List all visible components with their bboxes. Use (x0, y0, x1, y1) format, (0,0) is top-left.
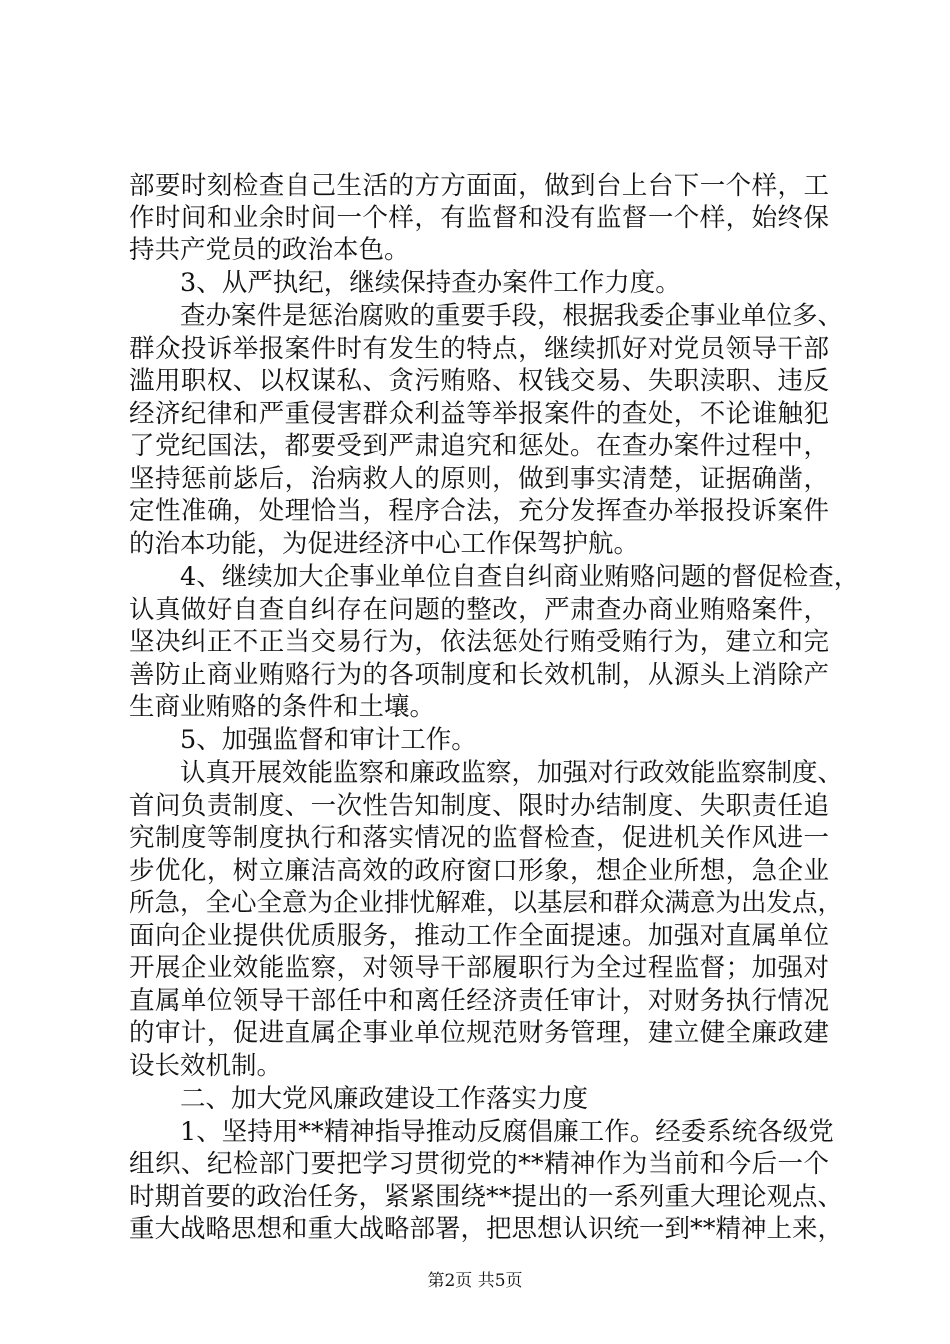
text-line: 直属单位领导干部任中和离任经济责任审计，对财务执行情况 (129, 986, 829, 1016)
text-line: 开展企业效能监察，对领导干部履职行为全过程监督；加强对 (129, 953, 829, 983)
text-line: 定性准确，处理恰当，程序合法，充分发挥查办举报投诉案件 (129, 496, 829, 526)
text-line: 3、从严执纪，继续保持查办案件工作力度。 (129, 268, 681, 298)
text-line: 时期首要的政治任务，紧紧围绕**提出的一系列重大理论观点、 (129, 1182, 844, 1212)
text-line: 5、加强监督和审计工作。 (129, 725, 477, 755)
text-line: 群众投诉举报案件时有发生的特点，继续抓好对党员领导干部 (129, 334, 829, 364)
text-line: 认真开展效能监察和廉政监察，加强对行政效能监察制度、 (129, 758, 844, 788)
text-line: 生商业贿赂的条件和土壤。 (129, 692, 436, 722)
text-line: 作时间和业余时间一个样，有监督和没有监督一个样，始终保 (129, 203, 829, 233)
text-line: 坚决纠正不正当交易行为，依法惩处行贿受贿行为，建立和完 (129, 627, 829, 657)
text-line: 究制度等制度执行和落实情况的监督检查，促进机关作风进一 (129, 823, 829, 853)
text-line: 了党纪国法，都要受到严肃追究和惩处。在查办案件过程中， (129, 431, 829, 461)
text-line: 所急，全心全意为企业排忧解难，以基层和群众满意为出发点， (129, 888, 844, 918)
text-line: 组织、纪检部门要把学习贯彻党的**精神作为当前和今后一个 (129, 1149, 829, 1179)
text-line: 4、继续加大企事业单位自查自纠商业贿赂问题的督促检查， (129, 562, 860, 592)
text-line: 重大战略思想和重大战略部署，把思想认识统一到**精神上来， (129, 1214, 844, 1244)
text-line: 滥用职权、以权谋私、贪污贿赂、权钱交易、失职渎职、违反 (129, 366, 829, 396)
text-line: 1、坚持用**精神指导推动反腐倡廉工作。经委系统各级党 (129, 1117, 834, 1147)
text-line: 善防止商业贿赂行为的各项制度和长效机制，从源头上消除产 (129, 660, 829, 690)
text-line: 二、加大党风廉政建设工作落实力度 (129, 1084, 589, 1114)
text-line: 经济纪律和严重侵害群众利益等举报案件的查处，不论谁触犯 (129, 399, 829, 429)
text-line: 的治本功能，为促进经济中心工作保驾护航。 (129, 529, 640, 559)
text-line: 持共产党员的政治本色。 (129, 235, 410, 265)
text-line: 的审计，促进直属企事业单位规范财务管理，建立健全廉政建 (129, 1018, 829, 1048)
text-line: 部要时刻检查自己生活的方方面面，做到台上台下一个样，工 (129, 171, 829, 201)
text-line: 设长效机制。 (129, 1051, 283, 1081)
text-line: 面向企业提供优质服务，推动工作全面提速。加强对直属单位 (129, 921, 829, 951)
page-footer: 第2页 共5页 (427, 1271, 523, 1291)
text-line: 坚持惩前毖后，治病救人的原则，做到事实清楚，证据确凿， (129, 464, 829, 494)
text-line: 查办案件是惩治腐败的重要手段，根据我委企事业单位多、 (129, 301, 844, 331)
text-line: 认真做好自查自纠存在问题的整改，严肃查办商业贿赂案件， (129, 595, 829, 625)
text-line: 首问负责制度、一次性告知制度、限时办结制度、失职责任追 (129, 791, 829, 821)
text-line: 步优化，树立廉洁高效的政府窗口形象，想企业所想，急企业 (129, 856, 829, 886)
